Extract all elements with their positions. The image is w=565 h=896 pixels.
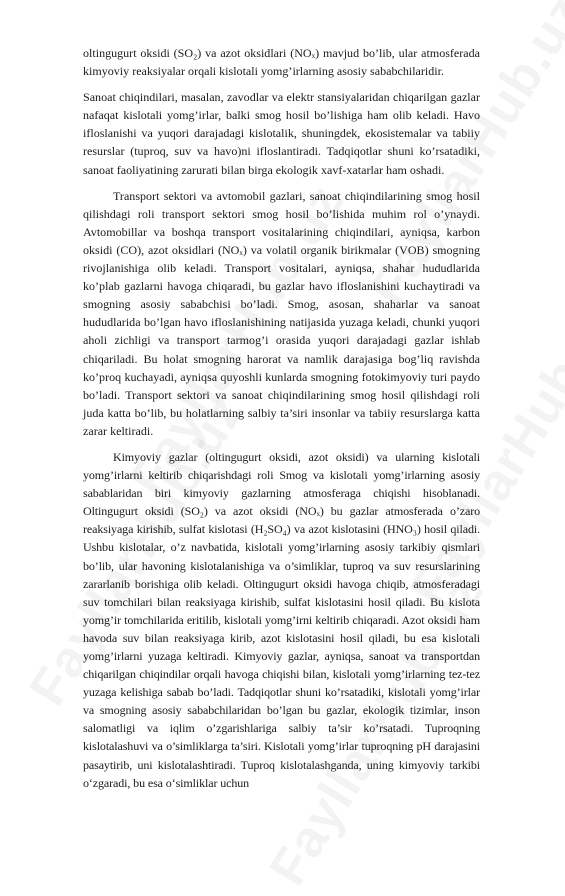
body-text (83, 44, 480, 800)
paragraph: Transport sektori va avtomobil gazlari, sanoat chiqindilarining smog hosil qilishdagi roli transport sektori smog hosil bo’lishida muhim rol o’ynaydi. Avtomobillar va boshqa transport vositalarining chiqindilari, ayniqsa, karbon oksidi (CO), azot oksidlari (NOₓ) va volatil organik birikmalar (VOB) smogning rivojlanishiga olib keladi. Transport vositalari, ayniqsa, shahar hududlarida ko’plab gazlarni havoga chiqaradi, bu gazlar havo ifloslanishini kuchaytiradi va smogning asosiy sababchisi bo’ladi. Smog, asosan, shaharlar va sanoat hududlarida bo’lgan havo ifloslanishining natijasida yuzaga keladi, chunki yuqori aholi zichligi va transport tarmog’i orasida yuqori darajadagi gazlar ishlab chiqariladi. Bu holat smogning harorat va namlik darajasiga bog’liq ravishda ko’proq kuchayadi, ayniqsa quyoshli kunlarda smogning fotokimyoviy turi paydo bo’ladi. Transport sektori va sanoat chiqindilarining smog hosil qilishdagi roli juda katta bo’lib, bu holatlarning salbiy ta’siri insonlar va tabiiy resurslarga katta zarar keltiradi. (83, 188, 480, 438)
paragraph: Sanoat chiqindilari, masalan, zavodlar va elektr stansiyalaridan chiqarilgan gazlar nafaqat kislotali yomg’irlar, balki smog hosil bo’lishiga ham olib keladi. Havo ifloslanishi va yuqori darajadagi kislotalik, shuningdek, ekosistemalar va tabiiy resurslar (tuproq, suv va havo)ni ifloslantiradi. Tadqiqotlar shuni ko’rsatadiki, sanoat faoliyatining zarurati bilan birga ekologik xavf-xatarlar ham oshadi. (83, 90, 480, 177)
paragraph: Kimyoviy gazlar (oltingugurt oksidi, azot oksidi) va ularning kislotali yomg’irlarni keltirib chiqarishdagi roli Smog va kislotali yomg’irlarning asosiy sabablaridan biri kimyoviy gazlarning atmosferaga chiqishi hisoblanadi. Oltingugurt oksidi (SO₂) va azot oksidi (NOₓ) bu gazlar atmosferada o’zaro reaksiyaga kirishib, sulfat kislotasi (H₂SO₄) va azot kislotasini (HNO₃) hosil qiladi. Ushbu kislotalar, o’z navbatida, kislotali yomg’irlarning asosiy tarkibiy qismlari bo’lib, ular havoning kislotalanishiga va o’simliklar, tuproq va suv resurslarining zararlanib borishiga olib keladi. Oltingugurt oksidi havoga chiqib, atmosferadagi suv tomchilari bilan reaksiyaga kirishib, sulfat kislotasini hosil qiladi. Bu kislota yomg’ir tomchilarida eritilib, kislotali yomg’irni keltirib chiqaradi. Azot oksidi ham havoda suv bilan reaksiyaga kirib, azot kislotasini hosil qiladi, bu esa kislotali yomg’irlarni yuzaga keltiradi. Kimyoviy gazlar, ayniqsa, sanoat va transportdan chiqarilgan chiqindilar orqali havoga chiqishi bilan, kislotali yomg’irlarning tez-tez yuzaga kelishiga sabab bo’ladi. Tadqiqotlar shuni ko’rsatadiki, kislotali yomg’irlar va smogning asosiy sababchilaridan bo’lgan bu gazlar, ekologik tizimlar, inson salomatligi va iqlim o’zgarishlariga salbiy ta’sir ko’rsatadi. Tuproqning kislotalashuvi va o’simliklarga ta’siri. Kislotali yomg’irlar tuproqning pH darajasini pasaytirib, uni kislotalashtiradi. Tuproq kislotalashganda, uning kimyoviy tarkibi o‘zgaradi, bu esa o‘simliklar uchun (83, 449, 480, 790)
paragraph: oltingugurt oksidi (SO₂) va azot oksidlari (NOₓ) mavjud bo’lib, ular atmosferada kimyoviy reaksiyalar orqali kislotali yomg’irlarning asosiy sababchilaridir. (83, 46, 480, 79)
